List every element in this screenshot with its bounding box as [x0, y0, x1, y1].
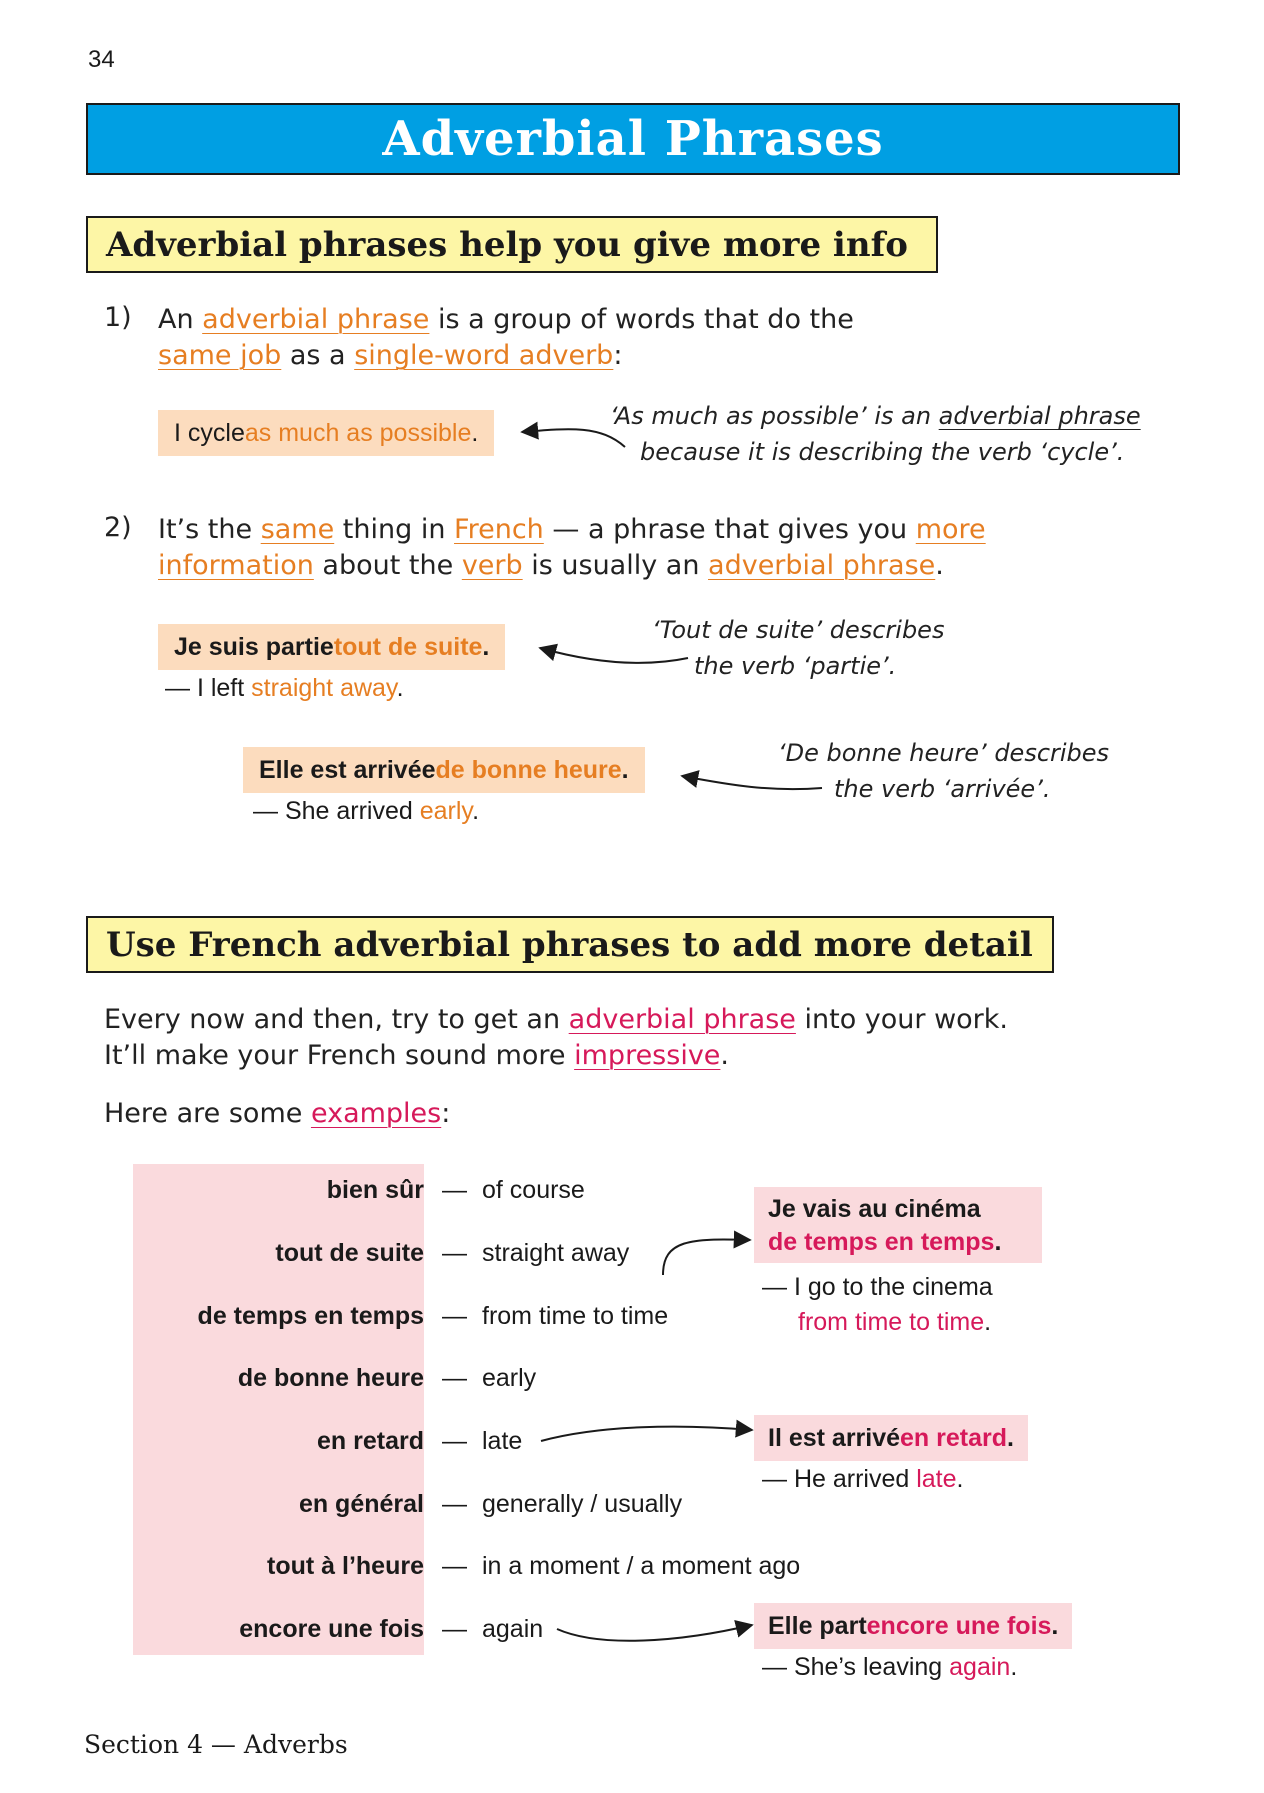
phrase-fr: en général — [298, 1490, 424, 1518]
example-cinema-translation-line-1: — I go to the cinema — [762, 1273, 993, 1301]
arrow-again — [557, 1625, 752, 1641]
intro-line-2: It’ll make your French sound more impressive. — [104, 1040, 730, 1071]
phrase-en: generally / usually — [482, 1490, 683, 1518]
point-2-line-2: information about the verb is usually an adverbial phrase. — [158, 550, 944, 581]
phrase-en: straight away — [482, 1239, 630, 1267]
phrase-dash: — — [442, 1239, 467, 1267]
note-arrivee-line-2: the verb ‘arrivée’. — [834, 775, 1051, 803]
note-partie — [652, 612, 944, 684]
page-number: 34 — [88, 46, 115, 73]
point-1-line-1: An adverbial phrase is a group of words that do the — [158, 304, 854, 335]
intro-line-3: Here are some examples: — [104, 1098, 451, 1129]
point-1-line-2: same job as a single-word adverb: — [158, 340, 623, 371]
note-cycle-line-2: because it is describing the verb ‘cycle’. — [640, 438, 1125, 466]
phrase-en: from time to time — [482, 1302, 669, 1330]
phrase-dash: — — [442, 1427, 467, 1455]
example-cinema-line-2: de temps en temps. — [768, 1228, 1002, 1256]
phrase-dash: — — [442, 1364, 467, 1392]
example-arrivee: Elle est arrivée de bonne heure . — [243, 747, 645, 793]
example-cycle: I cycle as much as possible . — [158, 410, 494, 456]
page-title: Adverbial Phrases — [382, 111, 884, 167]
example-cinema-line-1: Je vais au cinéma — [768, 1195, 981, 1223]
phrase-fr: bien sûr — [326, 1176, 424, 1204]
intro-line-1: Every now and then, try to get an adverbial phrase into your work. — [104, 1004, 1009, 1035]
phrase-fr: encore une fois — [239, 1615, 424, 1643]
point-1-text — [158, 302, 1038, 374]
example-cinema — [754, 1187, 1042, 1263]
note-arrivee — [778, 735, 1109, 807]
note-partie-line-1: ‘Tout de suite’ describes — [652, 616, 945, 644]
arrow-late — [541, 1427, 752, 1441]
phrase-en: in a moment / a moment ago — [482, 1552, 801, 1580]
phrase-fr: de temps en temps — [197, 1302, 424, 1330]
section-heading-2: Use French adverbial phrases to add more detail — [86, 916, 1054, 973]
phrase-en: again — [482, 1615, 544, 1643]
example-encore-translation: — She’s leaving again. — [762, 1653, 1018, 1681]
phrase-en: late — [482, 1427, 523, 1455]
example-cinema-translation-line-2: from time to time. — [798, 1308, 992, 1336]
phrase-fr: tout à l’heure — [267, 1552, 424, 1580]
phrase-dash: — — [442, 1302, 467, 1330]
section-2-intro — [104, 1002, 1104, 1132]
phrase-dash: — — [442, 1615, 467, 1643]
note-cycle — [610, 398, 1141, 470]
phrase-dash: — — [442, 1490, 467, 1518]
example-cinema-translation — [762, 1270, 993, 1340]
phrase-fr: tout de suite — [275, 1239, 424, 1267]
page-footer: Section 4 — Adverbs — [84, 1730, 348, 1759]
point-2-line-1: It’s the same thing in French — a phrase that gives you more — [158, 514, 986, 545]
phrase-fr: de bonne heure — [237, 1364, 424, 1392]
phrase-list-panel — [133, 1164, 424, 1655]
example-partie: Je suis partie tout de suite . — [158, 624, 505, 670]
example-retard: Il est arrivé en retard . — [754, 1415, 1028, 1461]
example-encore: Elle part encore une fois . — [754, 1603, 1072, 1649]
point-2-text — [158, 512, 1058, 584]
section-heading-1: Adverbial phrases help you give more info — [86, 216, 938, 273]
point-1-number: 1) — [104, 302, 132, 333]
note-partie-line-2: the verb ‘partie’. — [694, 652, 897, 680]
page-title-bar — [86, 103, 1180, 175]
phrase-fr: en retard — [317, 1427, 424, 1455]
phrase-en: early — [482, 1364, 537, 1392]
example-arrivee-translation: — She arrived early. — [253, 797, 480, 825]
phrase-dash: — — [442, 1176, 467, 1204]
example-partie-translation: — I left straight away. — [165, 674, 404, 702]
phrase-en: of course — [482, 1176, 585, 1204]
point-2-number: 2) — [104, 512, 132, 543]
note-arrivee-line-1: ‘De bonne heure’ describes — [778, 739, 1110, 767]
phrase-dash: — — [442, 1552, 467, 1580]
example-retard-translation: — He arrived late. — [762, 1465, 964, 1493]
arrow-straight-away — [663, 1239, 750, 1275]
note-cycle-line-1: ‘As much as possible’ is an adverbial phrase — [610, 402, 1141, 430]
